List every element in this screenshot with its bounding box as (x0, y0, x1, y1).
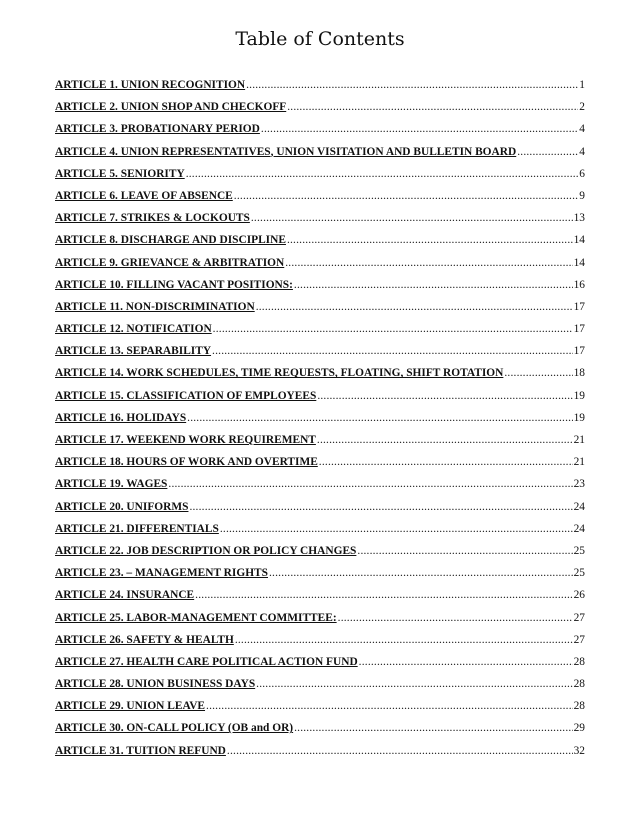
toc-entry-link[interactable]: ARTICLE 7. STRIKES & LOCKOUTS (55, 212, 250, 225)
toc-entry[interactable] (55, 478, 585, 500)
toc-entry-link[interactable]: ARTICLE 25. LABOR-MANAGEMENT COMMITTEE: (55, 611, 337, 624)
toc-entry-page-number: 4 (579, 145, 585, 158)
toc-entry-link[interactable]: ARTICLE 2. UNION SHOP AND CHECKOFF (55, 101, 287, 114)
toc-entry-link[interactable]: ARTICLE 10. FILLING VACANT POSITIONS: (55, 278, 293, 291)
toc-entry-link[interactable]: ARTICLE 31. TUITION REFUND (55, 744, 226, 757)
toc-entry-page-number: 16 (573, 278, 585, 291)
dot-leader (285, 257, 572, 269)
toc-entry-page-number: 6 (579, 167, 585, 180)
dot-leader (287, 234, 573, 246)
dot-leader (187, 412, 572, 424)
toc-entry[interactable] (55, 345, 585, 367)
dot-leader (227, 745, 573, 757)
toc-entry[interactable] (55, 390, 585, 412)
toc-entry[interactable] (55, 456, 585, 478)
toc-entry-link[interactable]: ARTICLE 26. SAFETY & HEALTH (55, 633, 234, 646)
dot-leader (294, 722, 573, 734)
toc-entry[interactable] (55, 523, 585, 545)
toc-entry-link[interactable]: ARTICLE 6. LEAVE OF ABSENCE (55, 189, 233, 202)
dot-leader (186, 168, 579, 180)
toc-entry-link[interactable]: ARTICLE 11. NON-DISCRIMINATION (55, 300, 255, 313)
toc-entry-link[interactable]: ARTICLE 9. GRIEVANCE & ARBITRATION (55, 256, 285, 269)
toc-entry-page-number: 27 (573, 611, 585, 624)
toc-entry-link[interactable]: ARTICLE 22. JOB DESCRIPTION OR POLICY CHANGES (55, 544, 357, 557)
toc-entry-page-number: 26 (573, 589, 585, 602)
toc-entry[interactable] (55, 745, 585, 767)
toc-entry[interactable] (55, 656, 585, 678)
toc-entry[interactable] (55, 168, 585, 190)
toc-list (55, 79, 585, 767)
toc-entry[interactable] (55, 545, 585, 567)
toc-entry[interactable] (55, 234, 585, 256)
dot-leader (269, 567, 573, 579)
toc-entry-page-number: 19 (573, 389, 585, 402)
toc-entry-link[interactable]: ARTICLE 28. UNION BUSINESS DAYS (55, 678, 256, 691)
toc-entry-page-number: 17 (573, 323, 585, 336)
toc-entry-page-number: 29 (573, 722, 585, 735)
dot-leader (189, 501, 572, 513)
toc-entry-link[interactable]: ARTICLE 13. SEPARABILITY (55, 345, 212, 358)
toc-entry-page-number: 23 (573, 478, 585, 491)
toc-entry-link[interactable]: ARTICLE 8. DISCHARGE AND DISCIPLINE (55, 234, 286, 247)
toc-entry-link[interactable]: ARTICLE 12. NOTIFICATION (55, 323, 212, 336)
toc-entry-page-number: 32 (573, 744, 585, 757)
toc-entry[interactable] (55, 434, 585, 456)
toc-entry-link[interactable]: ARTICLE 27. HEALTH CARE POLITICAL ACTION FUND (55, 655, 358, 668)
toc-entry[interactable] (55, 323, 585, 345)
toc-entry-page-number: 17 (573, 345, 585, 358)
toc-entry-page-number: 9 (579, 189, 585, 202)
dot-leader (256, 678, 572, 690)
toc-entry-page-number: 27 (573, 633, 585, 646)
toc-entry-page-number: 4 (579, 123, 585, 136)
dot-leader (212, 345, 573, 357)
dot-leader (261, 123, 578, 135)
toc-entry-link[interactable]: ARTICLE 18. HOURS OF WORK AND OVERTIME (55, 456, 318, 469)
dot-leader (235, 634, 573, 646)
toc-entry-page-number: 28 (573, 655, 585, 668)
toc-entry[interactable] (55, 700, 585, 722)
toc-entry-page-number: 14 (573, 256, 585, 269)
toc-entry-link[interactable]: ARTICLE 23. – MANAGEMENT RIGHTS (55, 567, 268, 580)
dot-leader (359, 656, 573, 668)
toc-entry[interactable] (55, 634, 585, 656)
toc-entry-link[interactable]: ARTICLE 29. UNION LEAVE (55, 700, 206, 713)
dot-leader (317, 390, 572, 402)
toc-entry-link[interactable]: ARTICLE 17. WEEKEND WORK REQUIREMENT (55, 434, 316, 446)
toc-entry-link[interactable]: ARTICLE 15. CLASSIFICATION OF EMPLOYEES (55, 389, 317, 402)
dot-leader (319, 456, 573, 468)
dot-leader (213, 323, 573, 335)
toc-entry-link[interactable]: ARTICLE 16. HOLIDAYS (55, 411, 187, 424)
dot-leader (220, 523, 573, 535)
toc-entry[interactable] (55, 79, 585, 101)
dot-leader (195, 589, 572, 601)
page-title: Table of Contents (235, 28, 405, 50)
toc-entry-link[interactable]: ARTICLE 20. UNIFORMS (55, 500, 189, 513)
toc-entry-page-number: 25 (573, 567, 585, 580)
toc-entry-page-number: 14 (573, 234, 585, 247)
toc-entry-link[interactable]: ARTICLE 1. UNION RECOGNITION (55, 79, 246, 91)
toc-entry-link[interactable]: ARTICLE 3. PROBATIONARY PERIOD (55, 123, 260, 136)
toc-entry[interactable] (55, 101, 585, 123)
toc-entry-page-number: 2 (579, 101, 585, 114)
toc-entry[interactable] (55, 567, 585, 589)
dot-leader (168, 478, 572, 490)
toc-entry-page-number: 21 (573, 456, 585, 469)
toc-entry-link[interactable]: ARTICLE 5. SENIORITY (55, 167, 185, 180)
toc-entry[interactable] (55, 146, 585, 168)
dot-leader (517, 146, 578, 158)
toc-entry[interactable] (55, 123, 585, 145)
toc-entry-page-number: 21 (573, 434, 585, 446)
toc-entry-page-number: 25 (573, 544, 585, 557)
toc-entry-link[interactable]: ARTICLE 30. ON-CALL POLICY (OB and OR) (55, 722, 294, 735)
dot-leader (317, 434, 573, 446)
toc-entry-page-number: 1 (579, 79, 585, 91)
toc-entry[interactable] (55, 279, 585, 301)
toc-entry[interactable] (55, 678, 585, 700)
toc-entry-link[interactable]: ARTICLE 14. WORK SCHEDULES, TIME REQUESTS, FLOATING, SHIFT ROTATION (55, 367, 504, 380)
toc-entry-page-number: 13 (573, 212, 585, 225)
toc-entry-page-number: 24 (573, 500, 585, 513)
toc-entry-page-number: 17 (573, 300, 585, 313)
toc-entry-page-number: 18 (573, 367, 585, 380)
toc-entry[interactable] (55, 212, 585, 234)
toc-entry[interactable] (55, 501, 585, 523)
toc-entry-link[interactable]: ARTICLE 24. INSURANCE (55, 589, 195, 602)
dot-leader (246, 79, 578, 91)
toc-entry-link[interactable]: ARTICLE 4. UNION REPRESENTATIVES, UNION VISITATION AND BULLETIN BOARD (55, 145, 517, 158)
toc-entry[interactable] (55, 367, 585, 389)
toc-entry[interactable] (55, 257, 585, 279)
toc-entry-page-number: 19 (573, 411, 585, 424)
dot-leader (504, 367, 572, 379)
toc-entry[interactable] (55, 589, 585, 611)
dot-leader (338, 612, 573, 624)
dot-leader (256, 301, 573, 313)
toc-entry[interactable] (55, 612, 585, 634)
toc-entry-link[interactable]: ARTICLE 21. DIFFERENTIALS (55, 522, 219, 535)
dot-leader (251, 212, 573, 224)
toc-entry[interactable] (55, 190, 585, 212)
toc-entry-page-number: 28 (573, 678, 585, 691)
dot-leader (294, 279, 573, 291)
toc-entry-link[interactable]: ARTICLE 19. WAGES (55, 478, 168, 491)
dot-leader (357, 545, 572, 557)
dot-leader (234, 190, 579, 202)
dot-leader (287, 101, 578, 113)
toc-entry-page-number: 24 (573, 522, 585, 535)
dot-leader (206, 700, 573, 712)
toc-entry[interactable] (55, 412, 585, 434)
toc-entry[interactable] (55, 301, 585, 323)
toc-entry[interactable] (55, 722, 585, 744)
toc-entry-page-number: 28 (573, 700, 585, 713)
